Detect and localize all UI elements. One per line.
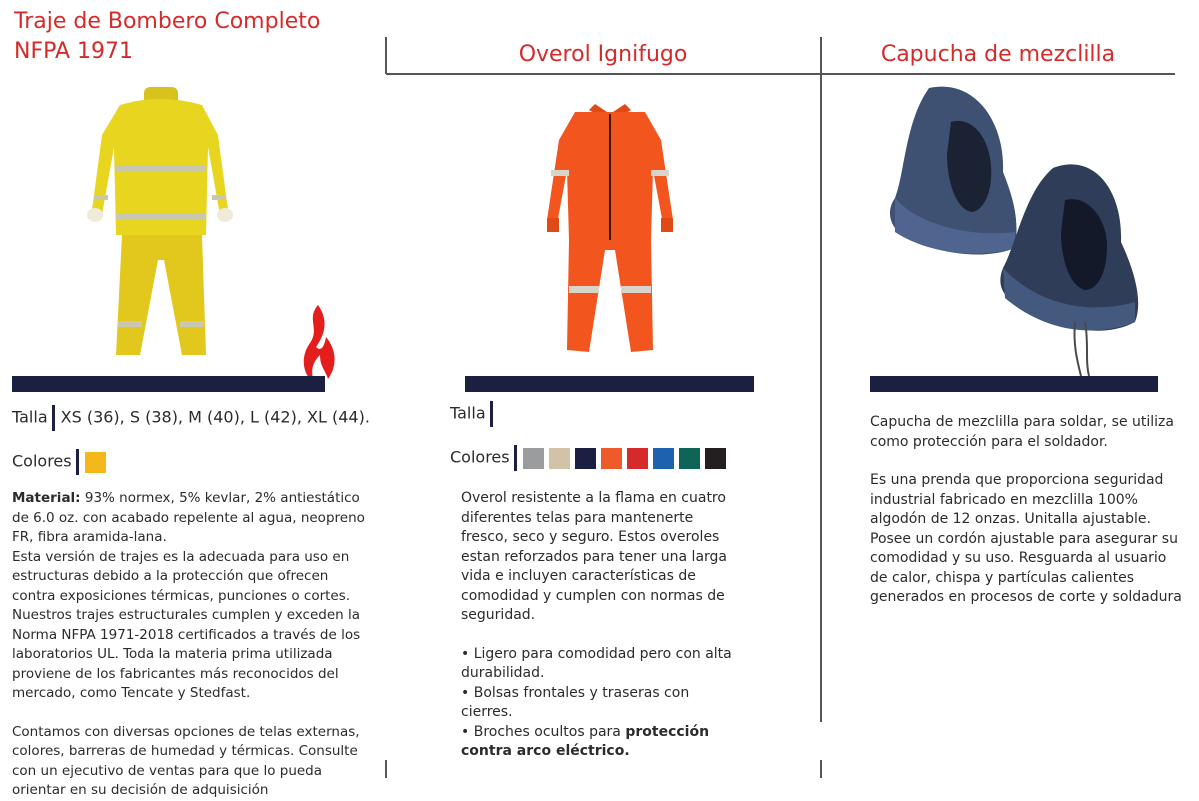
col2-bullet-3-bold: protección contra arco eléctrico. — [461, 723, 710, 759]
color-swatch-6 — [653, 448, 674, 469]
col1-material-text: 93% normex, 5% kevlar, 2% antiestático de 6.0 oz. con acabado repelente al agua, neopreno FR, fibra aramida-lana. — [12, 490, 365, 545]
col2-colors-label: Colores — [450, 447, 510, 467]
header-rule-right — [821, 73, 1175, 75]
col2-description: Overol resistente a la flama en cuatro diferentes telas para mantenerte fresco, seco y seguro. Estos overoles estan reforzados para tener una larga vida e incluyen características de comodidad y cumplen con normas de seguridad. — [461, 490, 727, 623]
col1-size-separator — [52, 405, 55, 431]
col3-para1: Capucha de mezclilla para soldar, se utiliza como protección para el soldador. — [870, 414, 1174, 450]
col2-navy-bar — [465, 376, 754, 392]
col1-colors-label: Colores — [12, 451, 72, 471]
header-rule-middle — [386, 73, 820, 75]
col2-bullet-2: • Bolsas frontales y traseras con cierres. — [461, 684, 690, 720]
col2-size-row — [450, 401, 499, 427]
col1-spacer — [12, 704, 372, 723]
col1-para2: Contamos con diversas opciones de telas externas, colores, barreras de humedad y térmicas. Consulte con un ejecutivo de ventas para que lo pueda orientar en su decisión de adquisición — [12, 723, 360, 798]
divider-right — [820, 37, 822, 722]
col1-title-line2: NFPA 1971 — [14, 39, 134, 64]
color-swatch-3 — [575, 448, 596, 469]
color-swatch-4 — [601, 448, 622, 469]
col1-material — [12, 489, 372, 548]
col2-bullet-3 — [461, 723, 741, 762]
col3-title: Capucha de mezclilla — [880, 42, 1116, 67]
col1-para1: Esta versión de trajes es la adecuada para uso en estructuras debido a la protección que ofrecen contra exposiciones térmicas, punciones o cortes. Nuestros trajes estructurales cumplen y exceden la Norma NFPA 1971-2018 certificados a través de los laboratorios UL. Toda la materia prima utilizada proviene de los fabricantes más reconocidos del mercado, como Tencate y Stedfast. — [12, 548, 361, 701]
col1-material-label: Material: — [12, 490, 81, 506]
col3-navy-bar — [870, 376, 1158, 392]
divider-left-bottom — [385, 760, 387, 778]
divider-right-bottom — [820, 760, 822, 778]
col1-colors-separator — [76, 449, 79, 475]
color-swatch-5 — [627, 448, 648, 469]
color-swatch-7 — [679, 448, 700, 469]
orange-coverall-image — [545, 100, 675, 358]
denim-hood-image — [885, 82, 1170, 378]
col1-size-label: Talla — [12, 407, 48, 427]
col1-size-values: XS (36), S (38), M (40), L (42), XL (44). — [60, 407, 370, 427]
col2-size-label: Talla — [450, 403, 486, 423]
col2-bullet-3-prefix: • Broches ocultos para — [461, 723, 626, 740]
color-swatch-8 — [705, 448, 726, 469]
col2-colors-separator — [514, 445, 517, 471]
firefighter-suit-image — [80, 85, 240, 360]
col2-spacer — [461, 626, 741, 645]
col1-size-row — [12, 405, 382, 431]
col1-navy-bar — [12, 376, 325, 392]
col1-description — [12, 489, 372, 801]
col2-colors-row — [450, 445, 790, 471]
col1-colors-row — [12, 449, 111, 475]
col2-size-separator — [490, 401, 493, 427]
col2-color-swatches — [523, 448, 731, 467]
col2-description-block — [461, 489, 741, 762]
col1-title-line1: Traje de Bombero Completo — [14, 9, 321, 34]
col2-title: Overol Ignifugo — [518, 42, 688, 67]
col1-title — [14, 7, 374, 67]
col3-para2: Es una prenda que proporciona seguridad industrial fabricado en mezclilla 100% algodón de 12 onzas. Unitalla ajustable. Posee un cordón ajustable para asegurar su comodidad y su uso. Resguarda al usuario de calor, chispa y partículas calientes generados en procesos de corte y soldadura — [870, 472, 1182, 605]
col3-spacer — [870, 452, 1186, 471]
col2-bullet-1: • Ligero para comodidad pero con alta durabilidad. — [461, 645, 732, 681]
color-swatch-1 — [523, 448, 544, 469]
col3-description-block — [870, 413, 1186, 608]
color-swatch-yellow — [85, 452, 106, 473]
color-swatch-2 — [549, 448, 570, 469]
